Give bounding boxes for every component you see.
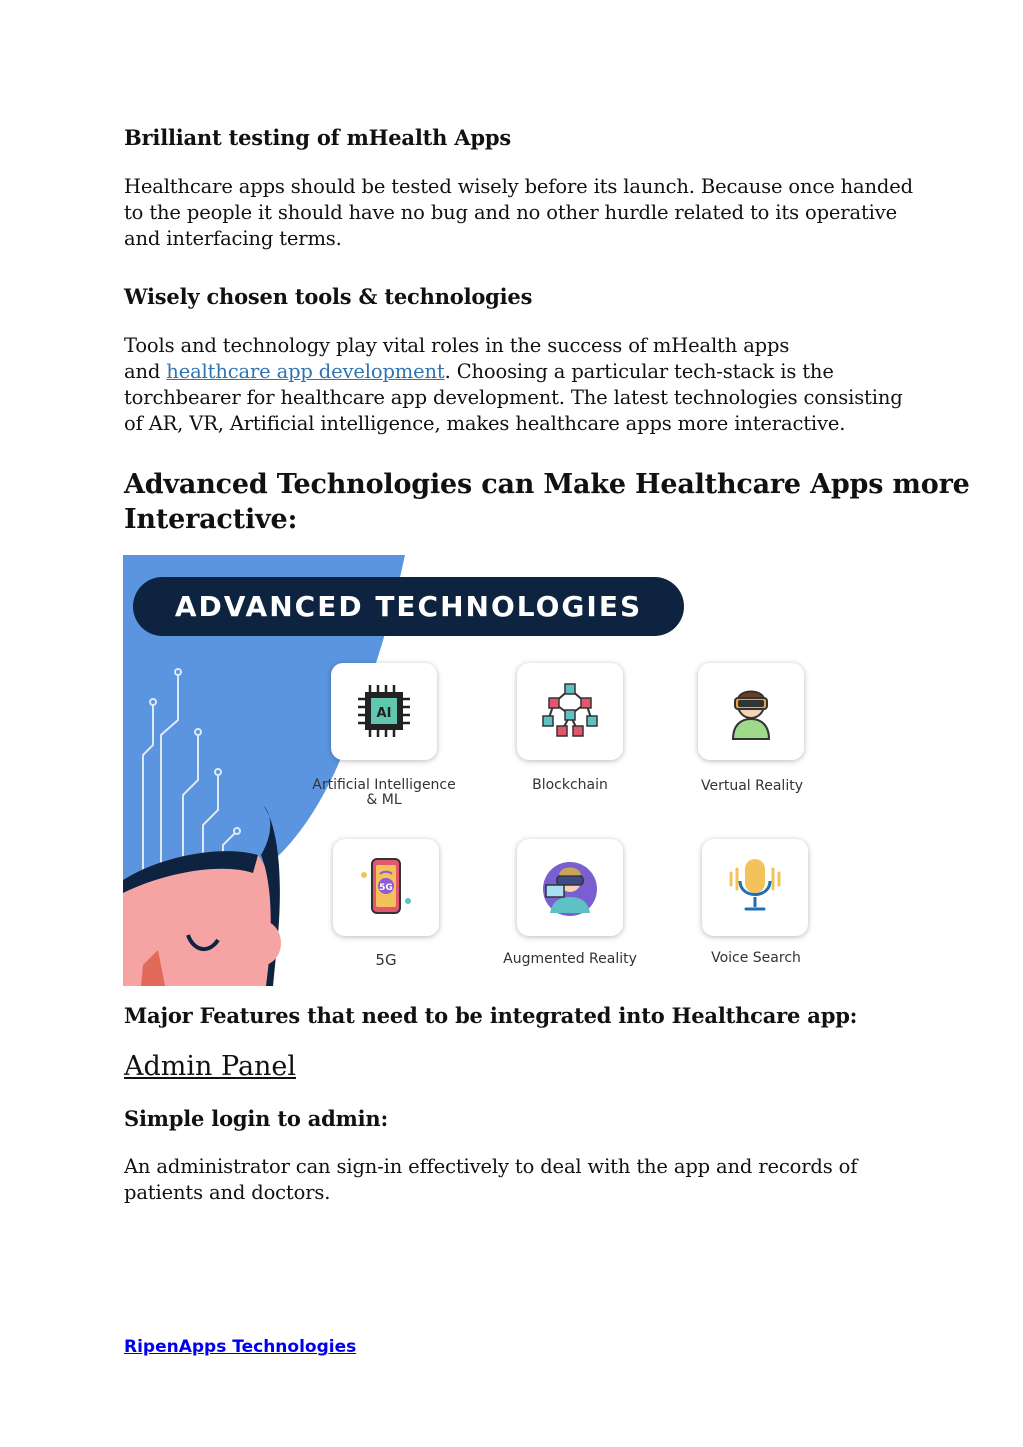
vr-caption: Vertual Reality (701, 778, 803, 794)
text-line: torchbearer for healthcare app development. The latest technologies consisting (124, 386, 903, 409)
voice-search-card (702, 839, 808, 936)
advanced-heading: Advanced Technologies can Make Healthcare Apps more Interactive: (124, 469, 970, 535)
svg-text:AI: AI (376, 706, 392, 721)
tools-paragraph (124, 333, 903, 437)
ar-caption: Augmented Reality (503, 951, 637, 967)
text-line: Healthcare apps should be tested wisely before its launch. Because once handed (124, 175, 913, 198)
text-line: of AR, VR, Artificial intelligence, makes healthcare apps more interactive. (124, 412, 846, 435)
vr-card (698, 663, 804, 760)
testing-paragraph (124, 174, 913, 252)
footer-company-link[interactable]: RipenApps Technologies (124, 1337, 357, 1357)
banner-title: ADVANCED TECHNOLOGIES (174, 590, 643, 623)
5g-card (333, 839, 439, 936)
vr-headset-icon (721, 681, 781, 741)
login-paragraph (124, 1154, 894, 1206)
admin-panel-heading: Admin Panel (124, 1051, 297, 1082)
blockchain-caption: Blockchain (532, 777, 608, 793)
5g-phone-icon (356, 857, 416, 917)
blockchain-icon (540, 681, 600, 741)
5g-caption: 5G (375, 951, 397, 969)
text-line: and healthcare app development. Choosing a particular tech-stack is the (124, 360, 834, 383)
text-line: and interfacing terms. (124, 227, 342, 250)
text-line: Tools and technology play vital roles in the success of mHealth apps (124, 334, 790, 357)
blockchain-card (517, 663, 623, 760)
text-line: An administrator can sign-in effectively to deal with the app and records of (124, 1155, 858, 1178)
microphone-icon (725, 857, 785, 917)
ai-ml-card (331, 663, 437, 760)
voice-search-caption: Voice Search (711, 950, 801, 966)
ai-ml-caption: Artificial Intelligence & ML (312, 777, 456, 808)
testing-heading: Brilliant testing of mHealth Apps (124, 125, 511, 150)
advanced-technologies-banner (133, 577, 684, 636)
text-line: to the people it should have no bug and no other hurdle related to its operative (124, 201, 897, 224)
text-line: patients and doctors. (124, 1181, 331, 1204)
svg-text:5G: 5G (379, 883, 393, 893)
login-heading: Simple login to admin: (124, 1106, 389, 1131)
advanced-technologies-infographic (123, 555, 843, 986)
features-heading: Major Features that need to be integrated into Healthcare app: (124, 1003, 858, 1028)
tools-heading: Wisely chosen tools & technologies (124, 284, 533, 309)
ai-chip-icon (354, 681, 414, 741)
ar-card (517, 839, 623, 936)
ar-person-icon (540, 857, 600, 917)
healthcare-app-development-link[interactable]: healthcare app development (166, 360, 445, 383)
